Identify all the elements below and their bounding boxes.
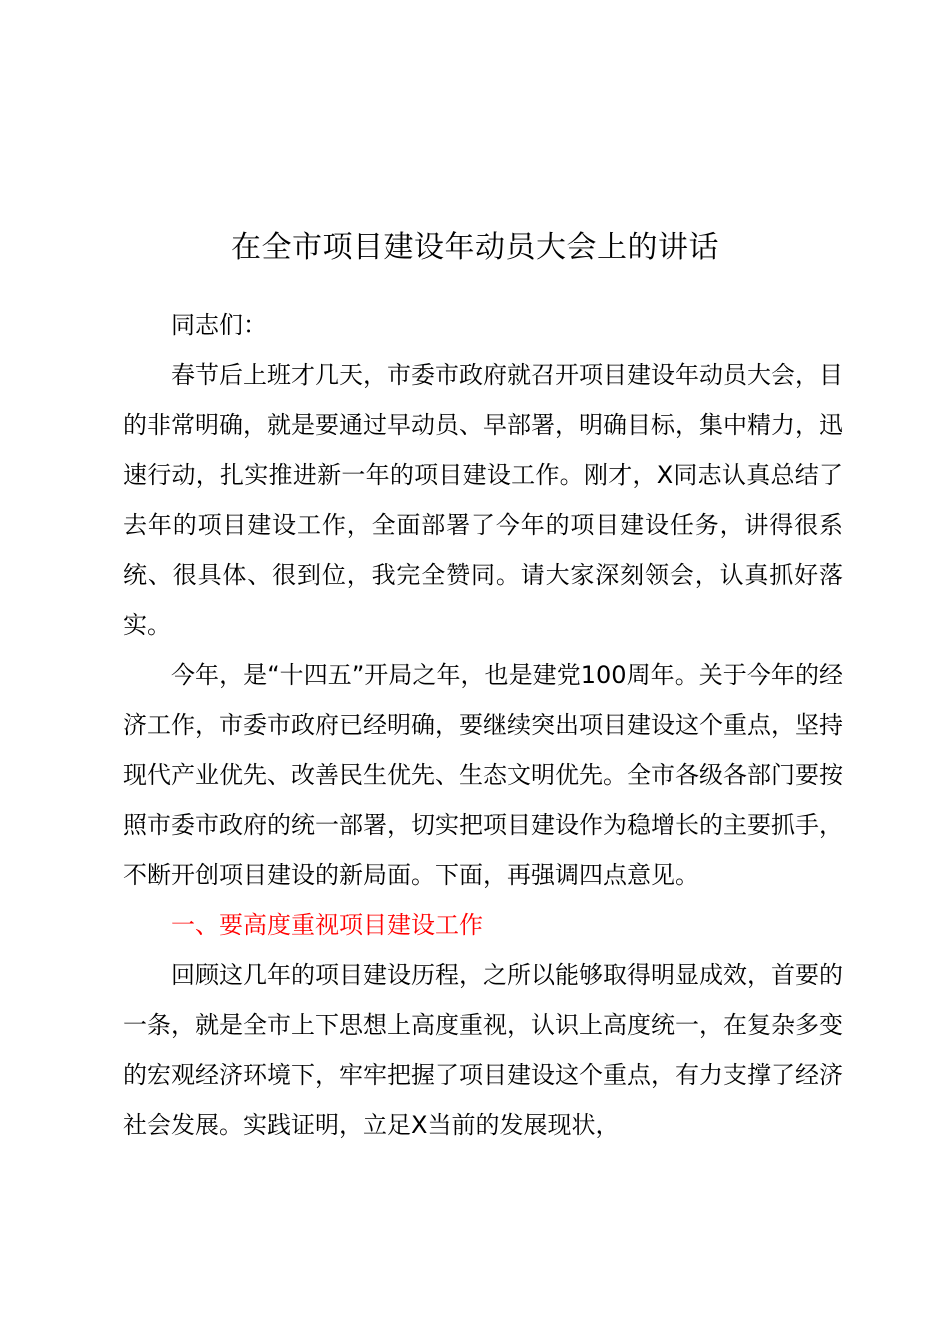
salutation: 同志们： <box>171 311 267 339</box>
section-heading-1: 一、要高度重视项目建设工作 <box>171 911 483 939</box>
document-body <box>123 300 843 1150</box>
body-paragraph-2: 今年，是“十四五”开局之年，也是建党100周年。关于今年的经济工作，市委市政府已经明确，要继续突出项目建设这个重点，坚持现代产业优先、改善民生优先、生态文明优先。全市各级各部门要按照市委市政府的统一部署，切实把项目建设作为稳增长的主要抓手，不断开创项目建设的新局面。下面，再强调四点意见。 <box>123 661 843 889</box>
body-paragraph-1: 春节后上班才几天，市委市政府就召开项目建设年动员大会，目的非常明确，就是要通过早动员、早部署，明确目标，集中精力，迅速行动，扎实推进新一年的项目建设工作。刚才，X同志认真总结了去年的项目建设工作，全面部署了今年的项目建设任务，讲得很系统、很具体、很到位，我完全赞同。请大家深刻领会，认真抓好落实。 <box>123 361 843 639</box>
section-paragraph-1: 回顾这几年的项目建设历程，之所以能够取得明显成效，首要的一条，就是全市上下思想上高度重视，认识上高度统一，在复杂多变的宏观经济环境下，牢牢把握了项目建设这个重点，有力支撑了经济社会发展。实践证明，立足X当前的发展现状， <box>123 961 843 1139</box>
document-title: 在全市项目建设年动员大会上的讲话 <box>231 230 719 265</box>
